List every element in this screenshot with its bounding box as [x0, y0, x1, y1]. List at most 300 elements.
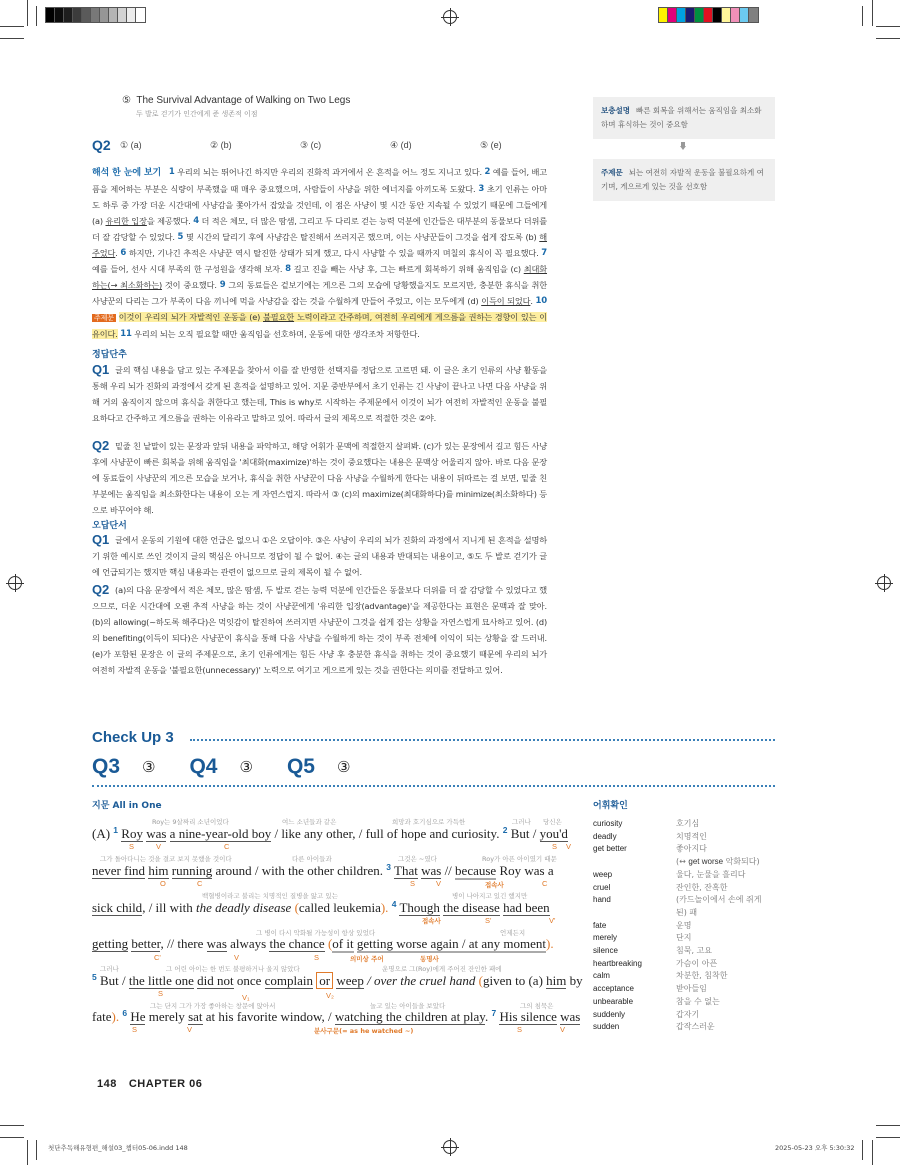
text: / like any other, / full of hope and curiosity. — [271, 826, 503, 841]
underlined-phrase: 불필요한 — [263, 312, 295, 322]
role-label: V₂ — [326, 991, 334, 1000]
verb: had been — [503, 900, 550, 915]
hint-text: 글의 핵심 내용을 담고 있는 주제문을 찾아서 이를 잘 반영한 선택지를 정답으로 고르면 돼. 이 글은 초기 인류의 사냥 활동을 통해 우리 뇌가 진화의 과정에서 갖게 된 흔적을 설명하고 있어. 지문 중반부에서 초기 인류는 긴 사냥이 끝나고 나면 다음 사냥을 위해 거의 움직이지 않으며 휴식을 취한다고 했는데, This is why로 시작하는 주제문에서 이것이 뇌가 여전히 자발적인 운동을 불필요하다고 간주하고 게으름을 권하는 이유라고 말하고 있어. 따라서 글의 제목으로 적절한 것은 ②야. — [92, 365, 547, 423]
underlined-phrase: 최대화하는(→ 최소화하는) — [92, 264, 548, 290]
sentence-number: 7 — [491, 1008, 497, 1018]
vocab-item — [593, 1009, 786, 1022]
swatch — [677, 8, 686, 22]
verb: complain — [264, 973, 314, 988]
sentence: 을 제공했다. — [146, 216, 191, 226]
q2-label: Q2 — [92, 137, 111, 153]
gloss: 그 병이 다시 악화될 가능성이 항상 있었다 — [256, 929, 376, 937]
vocab-item — [593, 831, 786, 844]
verb: was — [206, 936, 227, 951]
swatch — [127, 8, 136, 22]
participle-phrase: watching the children at play — [334, 1009, 485, 1024]
vocab-meaning: (카드놀이에서 손에 쥐게 — [676, 895, 762, 905]
role-label: S — [552, 842, 558, 851]
complement: running — [171, 863, 213, 878]
conjunction: because — [455, 863, 497, 878]
swatch — [118, 8, 127, 22]
q2-option: ② (b) — [210, 139, 232, 150]
swatch — [55, 8, 64, 22]
role-label: V — [234, 953, 240, 962]
role-label: V — [566, 842, 572, 851]
text: called leukemia — [298, 900, 381, 915]
crop-mark — [876, 26, 900, 27]
role-label: C — [197, 879, 203, 888]
verb: did not — [197, 973, 234, 988]
gloss: Roy가 아픈 아이였기 때문 — [482, 855, 557, 863]
checkup-title: Check Up 3 — [92, 729, 174, 746]
sentence: . — [530, 296, 533, 306]
text: get worse — [688, 857, 724, 867]
gloss: 백혈병이라고 불리는 치명적인 질병을 앓고 있는 — [202, 892, 338, 900]
q5-answer: ③ — [336, 758, 351, 776]
sentence-number: 6 — [122, 1008, 128, 1018]
subject: Roy — [121, 826, 143, 841]
text: at his favorite window, / — [202, 1009, 335, 1024]
vocab-item — [593, 1021, 786, 1034]
supplement-text: 빠른 회복을 위해서는 움직임을 최소화하며 휴식하는 것이 중요함 — [601, 106, 762, 129]
gloss: 희망과 호기심으로 가득한 — [392, 818, 466, 826]
text: always — [226, 936, 270, 951]
vocab-meaning: 갑작스러운 — [676, 1022, 715, 1032]
q-label: Q2 — [92, 438, 110, 453]
semantic-subject: of it — [332, 936, 354, 951]
translation-heading: 해석 한 눈에 보기 — [92, 168, 162, 178]
sentence-number: 2 — [502, 825, 508, 835]
vocab-item — [593, 945, 786, 958]
vocab-meaning: 치명적인 — [676, 831, 707, 841]
text: // — [441, 863, 456, 878]
verb: never find — [92, 863, 146, 878]
gloss: 그가 돌아다니는 것을 결코 보지 못했을 것이다 — [100, 855, 232, 863]
vocab-list — [593, 818, 786, 1034]
swatch — [659, 8, 668, 22]
swatch — [713, 8, 722, 22]
page-folio — [97, 1078, 202, 1090]
swatch — [73, 8, 82, 22]
swatch — [64, 8, 73, 22]
checkup-answers — [92, 755, 384, 779]
vocab-word: heartbreaking — [593, 958, 642, 968]
verb: 'd — [559, 826, 568, 841]
q3-answer: ③ — [142, 758, 156, 776]
paren: ( — [324, 936, 333, 951]
subject: the little one — [128, 973, 194, 988]
complement: sick child — [92, 900, 143, 915]
q2-option: ⑤ (e) — [480, 139, 502, 150]
vocab-meaning: 된) 패 — [676, 907, 698, 917]
role-label: S — [410, 879, 416, 888]
gloss: 그의 침묵은 — [520, 1002, 554, 1010]
gloss: 운명으로 그(Roy)에게 주어진 잔인한 패에 — [382, 965, 502, 973]
slug-filename: 첫단추독해유형편_해설03_챕터05-06.indd 148 — [48, 1144, 188, 1152]
divider — [190, 739, 775, 741]
text: . — [484, 1009, 489, 1024]
vocab-item — [593, 843, 786, 856]
sentence-number: 10 — [535, 296, 547, 306]
role-label: C — [542, 879, 548, 888]
vocab-item — [593, 983, 786, 996]
vocab-item — [593, 907, 786, 920]
topic-sentence-box — [593, 159, 775, 201]
swatch — [686, 8, 695, 22]
role-label: C' — [154, 953, 161, 962]
vocab-word: sudden — [593, 1022, 620, 1032]
verb: was — [560, 1009, 581, 1024]
role-label: V — [560, 1025, 566, 1034]
role-label: V — [436, 879, 442, 888]
vocab-word: curiosity — [593, 819, 623, 828]
underlined-phrase: 이득이 되었다 — [481, 296, 531, 306]
gloss: 그는 단지 그가 가장 좋아하는 창문에 앉아서 — [150, 1002, 276, 1010]
verb: getting — [92, 936, 129, 951]
vocab-meaning: 차분한, 침착한 — [676, 971, 728, 981]
wrong-hint-q2 — [92, 582, 547, 678]
vocab-meaning: 운명 — [676, 920, 692, 930]
vocab-meaning — [676, 856, 786, 869]
vocab-heading: 어휘확인 — [593, 801, 628, 811]
swatch — [668, 8, 677, 22]
crop-mark — [872, 0, 873, 26]
sentence: 우리의 뇌는 오직 필요할 때만 움직임을 선호하며, 운동에 대한 생각조차 저항한다. — [134, 329, 420, 339]
paren: ). — [380, 900, 389, 915]
swatch — [91, 8, 100, 22]
vocab-meaning: 받아들임 — [676, 984, 707, 994]
paren: ). — [546, 936, 554, 951]
swatch — [731, 8, 740, 22]
sentence: 몇 시간의 달리기 후에 사냥감은 탈진해서 쓰러지곤 했으며, 이는 사냥꾼들이 그것을 쉽게 잡도록 (b) — [185, 232, 540, 242]
vocab-word — [593, 907, 676, 920]
role-label: V₁ — [242, 993, 250, 1002]
slug-timestamp: 2025-05-23 오후 5:30:32 — [775, 1144, 855, 1152]
crop-mark — [862, 1140, 863, 1160]
passage-all-in-one — [92, 815, 583, 1035]
text: merely — [145, 1009, 189, 1024]
vocab-item — [593, 818, 786, 831]
sentence: 노력이라고 간주하며, 여전히 우리에게 게으름을 권하는 경향이 있는 이유이다. — [92, 312, 548, 339]
option-title: The Survival Advantage of Walking on Two Legs — [136, 95, 351, 106]
role-label: V — [187, 1025, 193, 1034]
crop-mark — [27, 1140, 28, 1165]
sentence: 하지만, 기나긴 추적은 사냥꾼 역시 탈진한 상태가 되게 했고, 다시 사냥할 수 있을 때까지 며칠의 휴식이 꼭 필요했다. — [128, 248, 539, 258]
vocab-item — [593, 882, 786, 895]
arrow-down-icon — [680, 142, 686, 150]
vocab-meaning: 울다, 눈물을 흘리다 — [676, 869, 746, 879]
sentence-number: 11 — [120, 329, 132, 339]
underlined-phrase: 해주었다 — [92, 232, 548, 258]
crop-mark — [862, 6, 863, 26]
conjunction: Though — [399, 900, 440, 915]
crop-mark — [27, 0, 28, 26]
role-label: O — [160, 879, 166, 888]
object: him — [148, 863, 169, 878]
sentence: . — [115, 248, 118, 258]
text: once — [233, 973, 265, 988]
swatch — [109, 8, 118, 22]
role-label: V' — [549, 916, 556, 925]
gloss: 그것은 ~였다 — [398, 855, 437, 863]
object: him — [546, 973, 567, 988]
crop-mark — [876, 1125, 900, 1126]
gloss: 그러나 — [100, 965, 119, 973]
q-label: Q1 — [92, 532, 110, 547]
role-label: S — [132, 1025, 138, 1034]
sentence: 그의 동료들은 겉보기에는 게으른 그의 모습에 당황했을지도 모르지만, 충분한 휴식을 취한 사냥꾼의 다리는 그가 부족이 다음 끼니에 먹을 사냥감을 잡는 것을 수월하게 만들어 주었고, 이는 모두에게 (d) — [92, 280, 547, 306]
crop-mark — [0, 1137, 24, 1138]
sentence: 것이 중요했다. — [162, 280, 217, 290]
gloss: Roy는 9살짜리 소년이었다 — [152, 818, 229, 826]
vocab-meaning: 침묵, 고요 — [676, 946, 712, 956]
role-label: S' — [485, 916, 492, 925]
text: But / — [99, 973, 129, 988]
subject: you — [539, 826, 560, 841]
text: the cruel hand — [400, 973, 476, 988]
text: , // there — [160, 936, 207, 951]
passage-line — [92, 899, 550, 916]
vocab-word: cruel — [593, 882, 611, 892]
hint-text: 밑줄 친 낱말이 있는 문장과 앞뒤 내용을 파악하고, 해당 어휘가 문맥에 적절한지 살펴봐. (c)가 있는 문장에서 길고 힘든 사냥 후에 사냥꾼이 빠른 회복을 위해 움직임을 '최대화(maximize)'하는 것이 중요했다는 내용은 문맥상 어울리지 않아. 바로 다음 문장에 동료들이 사냥꾼의 게으른 모습을 보거나, 휴식을 취한 사냥꾼이 다음 사냥을 수월하게 한다는 내용이 뒤따르는 걸 보면, 밑줄 친 부분에는 움직임을 최소화한다는 내용이 오는 게 자연스럽지. 따라서 ③ (c)의 maximize(최대화하다)를 minimize(최소화하다) 등으로 바꾸어야 해. — [92, 441, 547, 515]
passage-line — [92, 862, 554, 879]
complement: a nine-year-old boy — [169, 826, 272, 841]
supplement-label: 보충설명 — [601, 106, 630, 115]
wrong-hint-q1 — [92, 532, 547, 580]
text: 악화되다) — [723, 857, 760, 867]
crop-mark — [876, 38, 900, 39]
verb: was — [146, 826, 167, 841]
option-translation: 두 발로 걷기가 인간에게 준 생존적 이점 — [136, 110, 258, 118]
crop-mark — [0, 1125, 24, 1126]
crop-mark — [36, 6, 37, 26]
text: (↔ — [676, 857, 689, 867]
vocab-word: deadly — [593, 831, 617, 841]
q4-label: Q4 — [189, 755, 218, 778]
sentence: 우리의 뇌는 뛰어나긴 하지만 우리의 진화적 과거에서 온 흔적을 어느 정도 지니고 있다. — [177, 167, 482, 177]
vocab-item — [593, 970, 786, 983]
vocab-word: merely — [593, 933, 618, 943]
vocab-word: acceptance — [593, 984, 634, 994]
vocab-word: get better — [593, 844, 627, 854]
role-label: C — [224, 842, 230, 851]
correct-hint-heading: 정답단추 — [92, 350, 127, 360]
role-label: S — [129, 842, 135, 851]
swatch — [740, 8, 749, 22]
topic-text: 뇌는 여전히 자발적 운동을 불필요하게 여기며, 게으르게 있는 것을 선호함 — [601, 168, 764, 191]
passage-line — [92, 825, 568, 842]
gloss: 병이 나아지고 있긴 했지만 — [452, 892, 528, 900]
vocab-word — [593, 856, 676, 869]
q3-label: Q3 — [92, 755, 121, 778]
gloss: 여느 소년들과 같은 — [282, 818, 337, 826]
text: / over — [363, 973, 401, 988]
vocab-meaning: 잔인한, 잔혹한 — [676, 882, 728, 892]
vocab-item — [593, 958, 786, 971]
vocab-item — [593, 894, 786, 907]
vocab-meaning: 호기심 — [676, 819, 700, 828]
hint-text: (a)의 다음 문장에서 적은 체모, 많은 땀샘, 두 발로 걷는 능력 덕분에 인간들은 동물보다 더위를 더 잘 감당할 수 있었다고 했으므로, 더운 시간대에 오랜 추적 사냥을 하는 것이 사냥꾼에게 '유리한 입장(advantage)'을 제공한다는 표현은 문맥과 잘 맞아. (b)의 allowing(~하도록 해주다)은 먹잇감이 탈진하여 쓰러지면 사냥꾼이 그것을 쉽게 잡는 상황을 자연스럽게 묘사하고 있어. (d)의 benefiting(이득이 되다)은 사냥꾼이 휴식을 통해 다음 사냥을 수월하게 하는 것이 부족 전체에 이익이 되는 상황을 잘 드러내. (e)가 포함된 문장은 이 글의 주제문으로, 초기 인류에게는 힘든 사냥 후 충분한 휴식을 취하는 것이 중요했기 때문에 우리의 뇌가 여전히 자발적 운동을 '불필요한(unnecessary)' 노력으로 여기고 게으르게 있는 것을 권한다는 의미를 전달하고 있어. — [92, 585, 547, 675]
sentence-number: 6 — [120, 248, 127, 258]
vocab-item — [593, 932, 786, 945]
passage-line — [92, 936, 554, 952]
chapter-label: CHAPTER 06 — [128, 1078, 203, 1090]
gloss: 그 어린 아이는 한 번도 불평하거나 울지 않았다 — [166, 965, 300, 973]
sentence-number: 2 — [484, 167, 491, 177]
page-number: 148 — [97, 1078, 117, 1090]
passage-line — [92, 1008, 580, 1025]
wrong-hint-heading: 오답단서 — [92, 521, 127, 531]
subject: the disease — [443, 900, 500, 915]
translation-block — [92, 164, 547, 342]
gloss: 당신은 — [543, 818, 562, 826]
swatch — [82, 8, 91, 22]
text: around / with the other children. — [212, 863, 387, 878]
crop-mark — [876, 1137, 900, 1138]
text: But / — [510, 826, 540, 841]
role-label: V — [156, 842, 162, 851]
verb: weep — [336, 973, 364, 988]
role-label: 분사구문(= as he watched ~) — [314, 1027, 414, 1035]
swatch — [749, 8, 758, 22]
vocab-word: calm — [593, 971, 610, 981]
role-label: 접속사 — [422, 917, 441, 925]
registration-mark-icon — [8, 576, 22, 590]
vocab-item — [593, 869, 786, 882]
vocab-meaning: 좋아지다 — [676, 844, 707, 854]
vocab-meaning: 갑자기 — [676, 1009, 700, 1019]
topic-sentence-tag: 주제문 — [94, 314, 114, 322]
topic-label: 주제문 — [601, 168, 623, 177]
role-label: 접속사 — [485, 881, 504, 889]
q1-option-5 — [122, 95, 350, 119]
q4-answer: ③ — [239, 758, 253, 776]
sentence-number: 9 — [219, 280, 226, 290]
hint-text: 글에서 운동의 기원에 대한 언급은 없으니 ①은 오답이야. ③은 사냥이 우리의 뇌가 진화의 과정에서 지니게 된 흔적을 설명하기 위한 예시로 쓰인 것이지 글의 핵심은 아니므로 정답이 될 수 없어. ④는 글의 내용과 반대되는 내용이고, ⑤도 두 발로 걷기가 글에 언급되기는 했지만 핵심 내용과는 관련이 없으므로 글의 제목이 될 수 없어. — [92, 535, 547, 577]
option-number: ⑤ — [122, 95, 131, 106]
role-label: 의미상 주어 — [350, 955, 384, 963]
color-bar — [658, 7, 759, 23]
gerund: getting worse again / at any moment — [356, 936, 547, 951]
sentence-number: 3 — [478, 184, 485, 194]
sentence-number: 4 — [193, 216, 199, 226]
text: by — [566, 973, 583, 988]
vocab-item — [593, 996, 786, 1009]
sentence: 길고 진을 빼는 사냥 후, 그는 빠르게 회복하기 위해 움직임을 (c) — [293, 264, 524, 274]
text: Roy was a — [496, 863, 554, 878]
vocab-meaning: 가슴이 아픈 — [676, 958, 718, 968]
grayscale-bar — [45, 7, 146, 23]
gloss: 언제든지 — [500, 929, 526, 937]
crop-mark — [36, 1140, 37, 1160]
text: given to (a) — [482, 973, 547, 988]
sentence: 초기 인류는 아마도 하루 중 가장 더운 시간대에 사냥감을 쫓아가서 잡았을 것인데, 이 점은 사냥이 몇 시간 동안 지속될 수 있었기 때문에 그들에게 (a) — [92, 184, 547, 226]
swatch — [704, 8, 713, 22]
registration-mark-icon — [443, 1140, 457, 1154]
sentence-number: 4 — [391, 899, 397, 909]
sentence-number: 3 — [386, 862, 391, 872]
role-label: 동명사 — [420, 955, 439, 963]
sentence-number: 5 — [177, 232, 184, 242]
divider — [92, 785, 775, 787]
crop-mark — [0, 26, 24, 27]
vocab-word: fate — [593, 920, 607, 930]
sentence-number: 1 — [168, 167, 175, 177]
registration-mark-icon — [877, 576, 891, 590]
swatch — [100, 8, 109, 22]
gloss: 놀고 있는 아이들을 보았다 — [370, 1002, 446, 1010]
q2-options-row — [92, 137, 570, 153]
vocab-word: silence — [593, 946, 618, 956]
sentence-number: 8 — [285, 264, 291, 274]
text: fate — [92, 1009, 112, 1024]
role-label: S — [517, 1025, 523, 1034]
underlined-phrase: 유리한 입장 — [105, 216, 147, 226]
vocab-item — [593, 856, 786, 869]
text: , / ill with — [142, 900, 196, 915]
verb: was — [421, 863, 442, 878]
sentence-number: 5 — [92, 972, 97, 982]
swatch — [722, 8, 731, 22]
vocab-item — [593, 920, 786, 933]
text: the deadly disease — [196, 900, 292, 915]
gloss: 다른 아이들과 — [292, 855, 332, 863]
q2-option: ④ (d) — [390, 139, 412, 150]
vocab-meaning: 참을 수 없는 — [676, 996, 720, 1006]
role-label: S — [158, 989, 164, 998]
paren: ( — [291, 900, 299, 915]
swatch — [136, 8, 145, 22]
sentence: 더 적은 체모, 더 많은 땀샘, 그리고 두 다리로 걷는 능력 덕분에 인간들은 대부분의 동물보다 더위를 더 잘 감당할 수 있었다. — [92, 216, 548, 242]
sentence-number: 1 — [113, 825, 119, 835]
vocab-word: unbearable — [593, 996, 634, 1006]
role-label: S — [314, 953, 320, 962]
q2-option: ③ (c) — [300, 139, 322, 150]
q-label: Q1 — [92, 362, 110, 377]
sentence: 이것이 우리의 뇌가 자발적인 운동을 (e) — [118, 312, 264, 322]
vocab-meaning: 단지 — [676, 933, 692, 943]
vocab-word: hand — [593, 895, 611, 905]
passage-heading: 지문 All in One — [92, 801, 162, 811]
vocab-word: weep — [593, 869, 613, 879]
passage-label: (A) — [92, 826, 111, 841]
subject: His silence — [499, 1009, 557, 1024]
subject: He — [130, 1009, 146, 1024]
crop-mark — [0, 38, 24, 39]
verb: sat — [188, 1009, 203, 1024]
q2-option: ① (a) — [120, 139, 142, 150]
crop-mark — [872, 1140, 873, 1165]
gloss: 그러나 — [512, 818, 531, 826]
complement: better — [131, 936, 161, 951]
paren: ( — [475, 973, 483, 988]
swatch — [46, 8, 55, 22]
correct-hint-q2 — [92, 438, 547, 518]
boxed-conjunction: or — [316, 972, 333, 989]
passage-line — [92, 972, 583, 989]
q-label: Q2 — [92, 582, 110, 597]
q5-label: Q5 — [286, 755, 315, 778]
sentence-number: 7 — [541, 248, 548, 258]
sentence: 예를 들어, 배고픔을 제어하는 부분은 식량이 부족했을 때 매우 중요했으며, 사람들이 사냥을 위한 에너지를 아끼도록 도왔다. — [92, 167, 548, 194]
subject: the chance — [269, 936, 325, 951]
vocab-word: suddenly — [593, 1009, 626, 1019]
registration-mark-icon — [443, 10, 457, 24]
sentence: 예를 들어, 선사 시대 부족의 한 구성원을 생각해 보자. — [92, 264, 283, 274]
swatch — [695, 8, 704, 22]
correct-hint-q1 — [92, 362, 547, 426]
supplement-box — [593, 97, 775, 139]
